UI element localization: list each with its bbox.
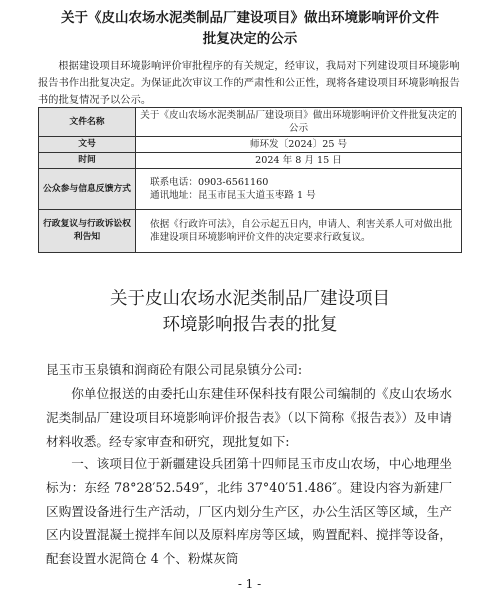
doc-number-value: 师环发〔2024〕25 号 xyxy=(136,137,462,153)
file-name-label: 文件名称 xyxy=(39,108,136,137)
file-name-value: 关于《皮山农场水泥类制品厂建设项目》做出环境影响评价文件批复决定的公示 xyxy=(136,108,462,137)
body-paragraph: 一、该项目位于新疆建设兵团第十四师昆玉市皮山农场，中心地理坐标为：东经 78°28′52.549″，北纬 37°40′51.486″。建设内容为新建厂区购置设备进行生产活动，厂区内划分生产区，办公生活区等区域，生产区内设置混凝土搅拌车间以及原料库房等区域，购置配料、搅拌等设备，配套设置水泥筒仓 4 个、粉煤灰筒 xyxy=(46,456,452,567)
contact-address: 通讯地址：昆玉市昆玉大道玉枣路 1 号 xyxy=(150,190,316,201)
addressee: 昆玉市玉泉镇和润商砼有限公司昆泉镇分公司: xyxy=(46,362,303,377)
review-rights-value: 依据《行政许可法》，自公示起五日内，申请人、利害关系人可对做出批准建设项目环境影响评价文件的决定要求行政复议。 xyxy=(136,210,462,253)
notice-title xyxy=(40,8,460,50)
table-row xyxy=(39,169,462,210)
contact-phone: 联系电话：0903-6561160 xyxy=(150,177,269,188)
contact-label: 公众参与信息反馈方式 xyxy=(39,169,136,210)
review-rights-label: 行政复议与行政诉讼权利告知 xyxy=(39,210,136,253)
document-title-line1: 关于皮山农场水泥类制品厂建设项目 xyxy=(110,289,390,309)
time-label: 时间 xyxy=(39,153,136,169)
time-value: 2024 年 8 月 15 日 xyxy=(136,153,462,169)
table-row xyxy=(39,210,462,253)
table-row xyxy=(39,153,462,169)
table-row xyxy=(39,108,462,137)
doc-number-label: 文号 xyxy=(39,137,136,153)
document-title xyxy=(40,286,460,338)
notice-info-table xyxy=(38,107,462,253)
notice-title-line1: 关于《皮山农场水泥类制品厂建设项目》做出环境影响评价文件 xyxy=(61,10,439,26)
notice-title-line2: 批复决定的公示 xyxy=(202,31,298,47)
body-paragraph: 你单位报送的由委托山东建佳环保科技有限公司编制的《皮山农场水泥类制品厂建设项目环境影响评价报告表》（以下简称《报告表》）及申请材料收悉。经专家审查和研究，现批复如下: xyxy=(46,386,452,449)
page-number: - 1 - xyxy=(237,577,262,591)
notice-intro: 根据建设项目环境影响评价审批程序的有关规定，经审议，我局对下列建设项目环境影响报告书作出批复决定。为保证此次审议工作的严肃性和公正性，现将各建设项目环境影响报告书的批复情况予以公示。 xyxy=(38,61,460,106)
contact-value xyxy=(136,169,462,210)
document-title-line2: 环境影响报告表的批复 xyxy=(162,315,338,335)
table-row xyxy=(39,137,462,153)
